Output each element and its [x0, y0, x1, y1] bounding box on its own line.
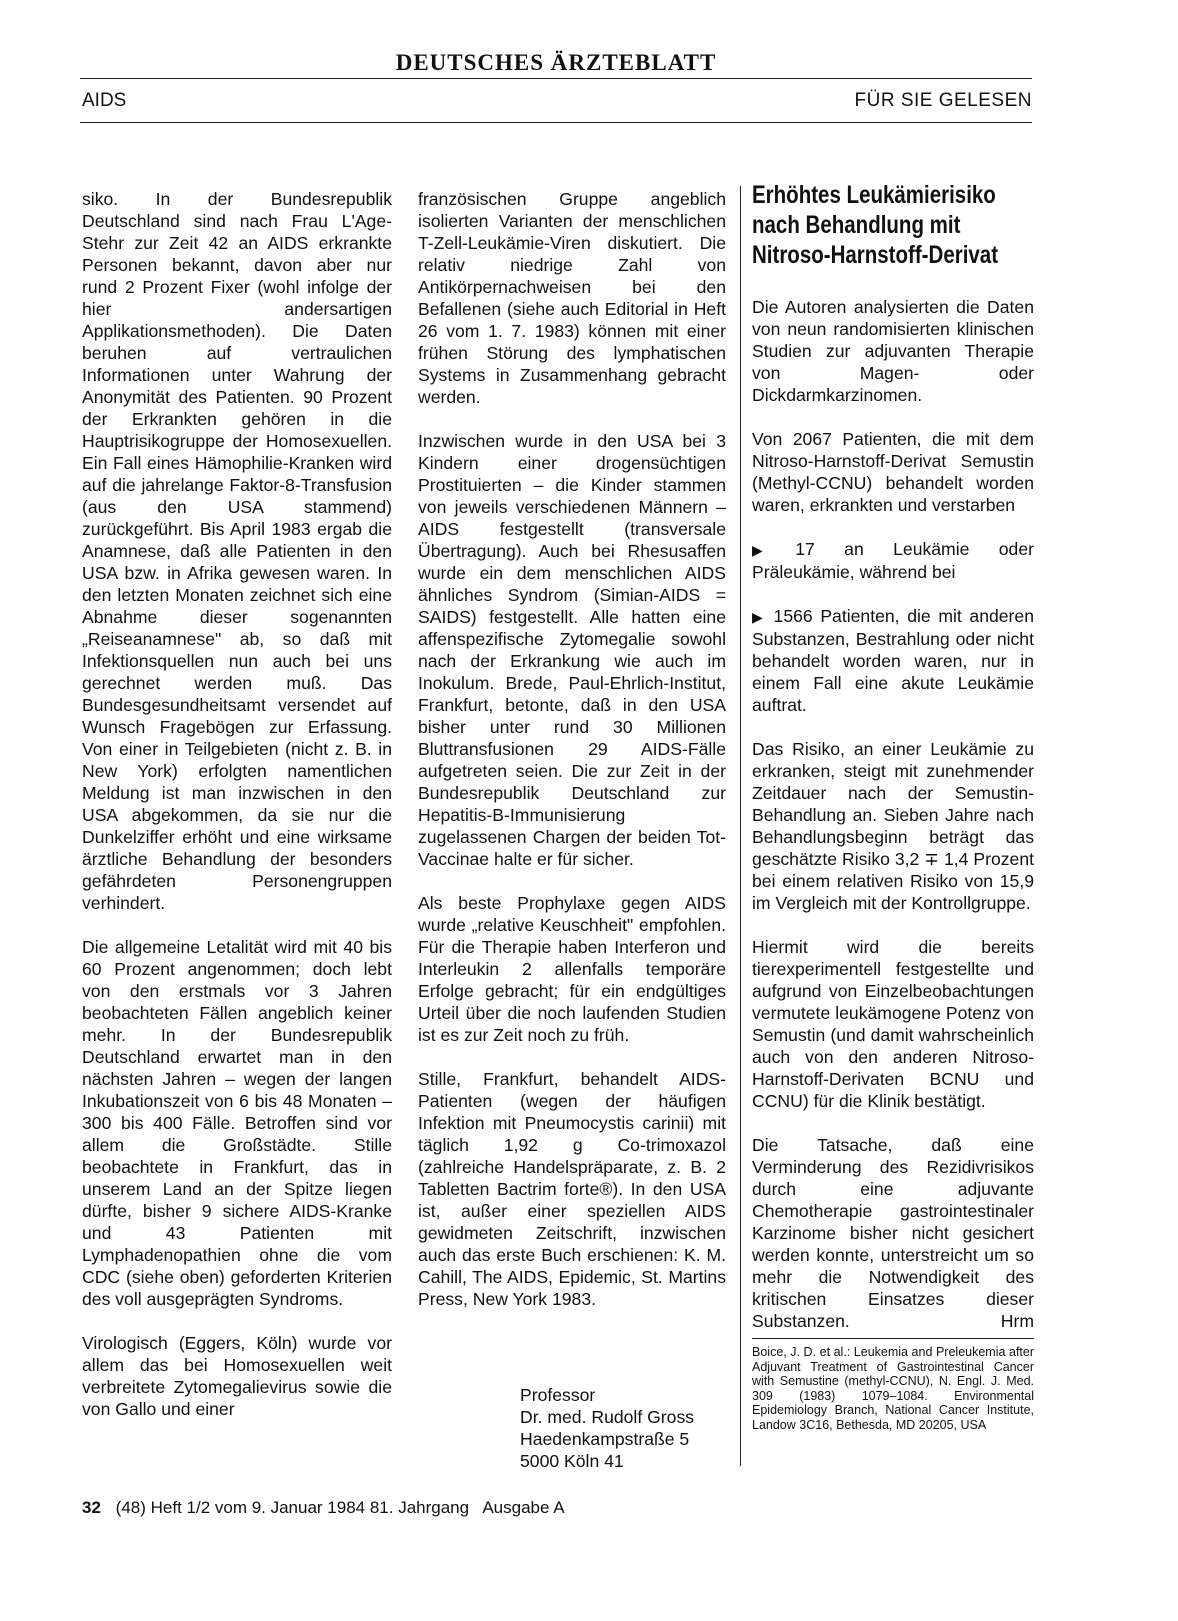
page-number: 32 — [82, 1498, 101, 1517]
issue-info: (48) Heft 1/2 vom 9. Januar 1984 81. Jahrgang Ausgabe A — [115, 1498, 565, 1517]
signature-line: Professor — [520, 1385, 596, 1405]
col2-paragraph-1: französischen Gruppe angeblich isolierten Varianten der menschlichen T-Zell-Leukämie-Viren diskutiert. Die relativ niedrige Zahl von Antikörpernachweisen bei den Befallenen (siehe auch Editorial in Heft 26 vom 1. 7. 1983) können mit einer frühen Störung des lymphatischen Systems in Zusammenhang gebracht werden. — [418, 189, 726, 407]
bullet-item: ▶ 1566 Patienten, die mit anderen Substanzen, Bestrahlung oder nicht behandelt worden waren, nur in einem Fall eine akute Leukämie auftrat. — [752, 605, 1034, 716]
reference-citation: Boice, J. D. et al.: Leukemia and Preleukemia after Adjuvant Treatment of Gastrointestinal Cancer with Semustine (methyl-CCNU), N. Engl. J. Med. 309 (1983) 1079–1084. Environmental Epidemiology Branch, National Cancer Institute, Landow 3C16, Bethesda, MD 20205, USA — [752, 1345, 1034, 1432]
col1-paragraph-1: siko. In der Bundesrepublik Deutschland sind nach Frau L'Age-Stehr zur Zeit 42 an AIDS erkrankte Personen bekannt, davon aber nur rund 2 Prozent Fixer (wohl infolge der hier andersartigen Applikationsmethoden). Die Daten beruhen auf vertraulichen Informationen unter Wahrung der Anonymität des Patienten. 90 Prozent der Erkrankten gehören in die Hauptrisikogruppe der Homosexuellen. Ein Fall eines Hämophilie-Kranken wird auf die jahrelange Faktor-8-Transfusion (aus den USA stammend) zurückgeführt. Bis April 1983 ergab die Anamnese, daß alle Patienten in den USA bzw. in Afrika gewesen waren. In den letzten Monaten zeichnet sich eine Abnahme dieser sogenannten „Reiseanamnese" ab, so daß mit Infektionsquellen nun auch bei uns gerechnet werden muß. Das Bundesgesundheitsamt versendet auf Wunsch Fragebögen zur Erfassung. Von einer in Teilgebieten (nicht z. B. in New York) erfolgten namentlichen Meldung ist man inzwischen in den USA abgekommen, da sie nur die Dunkelziffer erhöht und eine wirksame ärztliche Behandlung der besonders gefährdeten Personengruppen verhindert. — [82, 189, 392, 913]
col3-paragraph-5-text: Die Tatsache, daß eine Verminderung des Rezidivrisikos durch eine adjuvante Chemotherapie gastrointestinaler Karzinome bisher nicht gesichert werden konnte, unterstreicht um so mehr die Notwendigkeit des kritischen Einsatzes dieser Substanzen. — [752, 1135, 1034, 1331]
author-initials: Hrm — [1000, 1311, 1034, 1331]
column-3-article — [752, 180, 1034, 1432]
header-rule — [80, 78, 1032, 79]
column-2 — [418, 188, 726, 1332]
signature-line: Dr. med. Rudolf Gross — [520, 1407, 695, 1427]
masthead: DEUTSCHES ÄRZTEBLATT — [395, 50, 717, 75]
col3-paragraph-1: Die Autoren analysierten die Daten von neun randomisierten klinischen Studien zur adjuvanten Therapie von Magen- oder Dickdarmkarzinomen. — [752, 297, 1034, 405]
column-divider — [740, 186, 741, 1466]
col2-paragraph-4: Stille, Frankfurt, behandelt AIDS-Patienten (wegen der häufigen Infektion mit Pneumocystis carinii) mit täglich 1,92 g Co-trimoxazol (zahlreiche Handelspräparate, z. B. 2 Tabletten Bactrim forte®). In den USA ist, außer einer speziellen AIDS gewidmeten Zeitschrift, inzwischen auch das erste Buch erschienen: K. M. Cahill, The AIDS, Epidemic, St. Martins Press, New York 1983. — [418, 1069, 726, 1309]
page-footer — [82, 1498, 565, 1518]
col2-paragraph-3: Als beste Prophylaxe gegen AIDS wurde „relative Keuschheit" empfohlen. Für die Therapie haben Interferon und Interleukin 2 allenfalls temporäre Erfolge gebracht; für ein endgültiges Urteil über die noch laufenden Studien ist es zur Zeit noch zu früh. — [418, 893, 726, 1045]
reference-rule — [752, 1338, 1034, 1339]
signature-line: 5000 Köln 41 — [520, 1451, 624, 1471]
col1-paragraph-3: Virologisch (Eggers, Köln) wurde vor allem das bei Homosexuellen weit verbreitete Zytomegalievirus sowie die von Gallo und einer — [82, 1333, 392, 1419]
signature-line: Haedenkampstraße 5 — [520, 1429, 690, 1449]
article-headline: Erhöhtes Leukämierisiko nach Behandlung mit Nitroso-Harnstoff-Derivat — [752, 181, 999, 269]
author-signature — [520, 1384, 694, 1472]
col1-paragraph-2: Die allgemeine Letalität wird mit 40 bis 60 Prozent angenommen; doch lebt von den erstmals vor 3 Jahren beobachteten Fällen angeblich keiner mehr. In der Bundesrepublik Deutschland erwartet man in den nächsten Jahren – wegen der langen Inkubationszeit von 6 bis 48 Monaten – 300 bis 400 Fälle. Betroffen sind vor allem die Großstädte. Stille beobachtete in Frankfurt, das in unserem Land an der Spitze liegen dürfte, bisher 9 sichere AIDS-Kranke und 43 Patienten mit Lymphadenopathien ohne die vom CDC (siehe oben) geforderten Kriterien des voll ausgeprägten Syndroms. — [82, 937, 392, 1309]
col3-paragraph-4: Hiermit wird die bereits tierexperimentell festgestellte und aufgrund von Einzelbeobachtungen vermutete leukämogene Potenz von Semustin (und damit wahrscheinlich auch von den anderen Nitroso-Harnstoff-Derivaten BCNU und CCNU) für die Klinik bestätigt. — [752, 937, 1034, 1111]
subheader-rule — [80, 122, 1032, 123]
section-label-left: AIDS — [82, 90, 127, 111]
col2-paragraph-2: Inzwischen wurde in den USA bei 3 Kindern einer drogensüchtigen Prostituierten – die Kinder stammen von jeweils verschiedenen Männern – AIDS festgestellt (transversale Übertragung). Auch bei Rhesusaffen wurde ein dem menschlichen AIDS ähnliches Syndrom (Simian-AIDS = SAIDS) festgestellt. Alle hatten eine affenspezifische Zytomegalie sowohl nach der Erkrankung wie auch im Inokulum. Brede, Paul-Ehrlich-Institut, Frankfurt, betonte, daß in den USA bisher unter rund 30 Millionen Bluttransfusionen 29 AIDS-Fälle aufgetreten seien. Die zur Zeit in der Bundesrepublik Deutschland zur Hepatitis-B-Immunisierung zugelassenen Chargen der beiden Tot-Vaccinae halte er für sicher. — [418, 431, 726, 869]
col3-paragraph-3: Das Risiko, an einer Leukämie zu erkranken, steigt mit zunehmender Zeitdauer nach der Semustin-Behandlung an. Sieben Jahre nach Behandlungsbeginn beträgt das geschätzte Risiko 3,2 ∓ 1,4 Prozent bei einem relativen Risiko von 15,9 im Vergleich mit der Kontrollgruppe. — [752, 739, 1034, 913]
column-1 — [82, 188, 392, 1442]
col3-paragraph-2: Von 2067 Patienten, die mit dem Nitroso-Harnstoff-Derivat Semustin (Methyl-CCNU) behandelt worden waren, erkrankten und verstarben — [752, 429, 1034, 515]
section-label-right: FÜR SIE GELESEN — [854, 90, 1032, 111]
col3-paragraph-5 — [752, 1134, 1034, 1332]
bullet-item: ▶ 17 an Leukämie oder Präleukämie, während bei — [752, 538, 1034, 583]
